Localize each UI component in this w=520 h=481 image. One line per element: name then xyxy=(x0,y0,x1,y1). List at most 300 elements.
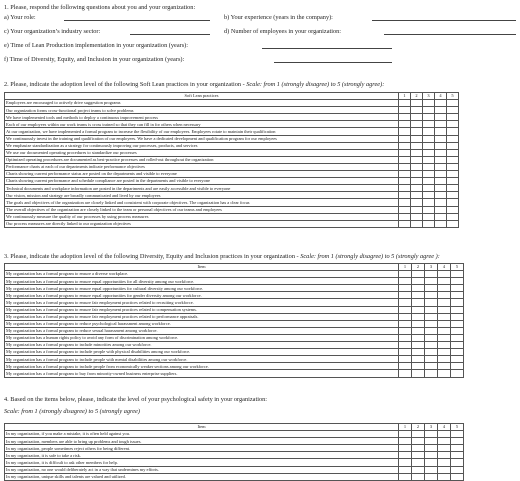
rating-cell[interactable] xyxy=(423,199,435,206)
table-row xyxy=(5,349,464,356)
rating-cell[interactable] xyxy=(423,142,435,149)
rating-cell[interactable] xyxy=(447,128,459,135)
table-row-label: My organization has a formal program to ensure fair employment practices related to recruiting workforce. xyxy=(5,299,399,306)
rating-cell[interactable] xyxy=(425,334,438,341)
rating-cell[interactable] xyxy=(399,121,411,128)
table-row xyxy=(5,192,459,199)
table-row-label: We continuously measure the quality of our processes by using process measures xyxy=(5,213,399,220)
experience-label: b) Your experience (years in the company): xyxy=(224,14,333,21)
rating-cell[interactable] xyxy=(423,213,435,220)
sector-field[interactable] xyxy=(130,34,210,35)
rating-cell[interactable] xyxy=(438,306,451,313)
rating-cell[interactable] xyxy=(399,431,412,438)
rating-cell[interactable] xyxy=(399,142,411,149)
section4-scale-text: Scale: from 1 (strongly disagree) to 5 (strongly agree) xyxy=(4,408,140,415)
rating-cell[interactable] xyxy=(435,171,447,178)
table-row-label: My organization has a formal program to include minorities among our workforce. xyxy=(5,342,399,349)
rating-cell[interactable] xyxy=(412,370,425,377)
rating-cell[interactable] xyxy=(412,313,425,320)
table-row-label: Our vision, mission and strategy are broadly communicated and lived by our employees xyxy=(5,192,399,199)
table-row-label: Our organization forms cross-functional project teams to solve problems xyxy=(5,107,399,114)
rating-cell[interactable] xyxy=(399,171,411,178)
table-row xyxy=(5,121,459,128)
table-row xyxy=(5,452,464,459)
table-row-label: The overall objectives of the organization are closely linked to the team or personal objectives of our teams and employees xyxy=(5,206,399,213)
rating-cell[interactable] xyxy=(425,342,438,349)
rating-cell[interactable] xyxy=(438,313,451,320)
rating-cell[interactable] xyxy=(399,349,412,356)
rating-cell[interactable] xyxy=(425,363,438,370)
rating-cell[interactable] xyxy=(411,114,423,121)
rating-cell[interactable] xyxy=(399,466,412,473)
rating-cell[interactable] xyxy=(412,438,425,445)
rating-cell[interactable] xyxy=(412,466,425,473)
rating-cell[interactable] xyxy=(438,363,451,370)
table-row-label: Performance charts at each of our departments indicate performance objectives xyxy=(5,163,399,170)
rating-cell[interactable] xyxy=(451,306,464,313)
rating-cell[interactable] xyxy=(399,320,412,327)
rating-cell[interactable] xyxy=(451,438,464,445)
rating-cell[interactable] xyxy=(435,163,447,170)
section1-title: 1. Please, respond the following questions about you and your organization: xyxy=(4,4,196,11)
section2-scale: Scale: from 1 (strongly disagree) to 5 (strongly agree): xyxy=(246,81,385,88)
rating-cell[interactable] xyxy=(451,313,464,320)
rating-cell[interactable] xyxy=(399,128,411,135)
rating-cell[interactable] xyxy=(399,114,411,121)
rating-cell[interactable] xyxy=(447,149,459,156)
rating-cell[interactable] xyxy=(412,342,425,349)
rating-cell[interactable] xyxy=(399,313,412,320)
rating-cell[interactable] xyxy=(435,220,447,227)
rating-cell[interactable] xyxy=(412,431,425,438)
rating-cell[interactable] xyxy=(423,192,435,199)
rating-cell[interactable] xyxy=(425,431,438,438)
rating-cell[interactable] xyxy=(399,100,411,107)
rating-cell[interactable] xyxy=(399,452,412,459)
table-row-label: The goals and objectives of the organization are closely linked and consistent with corporate objectives. The organization has a clear focus xyxy=(5,199,399,206)
table-row-label: My organization has a formal program to include people from economically weaker sections among our workforce. xyxy=(5,363,399,370)
table-row-label: Charts showing current performance status are posted on the departments and visible to everyone xyxy=(5,171,399,178)
table-row xyxy=(5,356,464,363)
rating-cell[interactable] xyxy=(451,431,464,438)
rating-cell[interactable] xyxy=(447,156,459,163)
rating-cell[interactable] xyxy=(447,213,459,220)
rating-cell[interactable] xyxy=(451,271,464,278)
table-row-label: Optimized operating procedures are documented as best-practice processes and rolled-out throughout the organization xyxy=(5,156,399,163)
table-row xyxy=(5,135,459,142)
rating-cell[interactable] xyxy=(438,299,451,306)
rating-cell[interactable] xyxy=(423,121,435,128)
section4-scale xyxy=(4,408,140,415)
rating-cell[interactable] xyxy=(438,452,451,459)
rating-cell[interactable] xyxy=(435,199,447,206)
table-header-scale: 1 xyxy=(399,424,412,431)
rating-cell[interactable] xyxy=(425,459,438,466)
rating-cell[interactable] xyxy=(435,185,447,192)
table-row xyxy=(5,171,459,178)
rating-cell[interactable] xyxy=(412,445,425,452)
rating-cell[interactable] xyxy=(412,299,425,306)
rating-cell[interactable] xyxy=(425,473,438,480)
rating-cell[interactable] xyxy=(435,107,447,114)
rating-cell[interactable] xyxy=(438,327,451,334)
table-row-label: We use our documented operating procedures to standardize our processes xyxy=(5,149,399,156)
rating-cell[interactable] xyxy=(435,206,447,213)
rating-cell[interactable] xyxy=(399,370,412,377)
table-row-label: In my organization, unique skills and talents are valued and utilized. xyxy=(5,473,399,480)
rating-cell[interactable] xyxy=(423,206,435,213)
table-header-scale: 2 xyxy=(412,264,425,271)
rating-cell[interactable] xyxy=(411,107,423,114)
rating-cell[interactable] xyxy=(451,327,464,334)
rating-cell[interactable] xyxy=(411,100,423,107)
table-row-label: My organization has a formal program to reduce sexual harassment among workforce. xyxy=(5,327,399,334)
table-row-label: My organization has a formal program to ensure equal opportunities for all diversity among our workforce. xyxy=(5,278,399,285)
role-label: a) Your role: xyxy=(4,14,36,21)
rating-cell[interactable] xyxy=(438,356,451,363)
rating-cell[interactable] xyxy=(411,178,423,185)
rating-cell[interactable] xyxy=(447,100,459,107)
rating-cell[interactable] xyxy=(411,135,423,142)
section2-title xyxy=(4,81,384,88)
rating-cell[interactable] xyxy=(423,185,435,192)
table-row xyxy=(5,156,459,163)
rating-cell[interactable] xyxy=(423,178,435,185)
rating-cell[interactable] xyxy=(447,192,459,199)
rating-cell[interactable] xyxy=(411,163,423,170)
rating-cell[interactable] xyxy=(438,445,451,452)
rating-cell[interactable] xyxy=(451,320,464,327)
table-row xyxy=(5,473,464,480)
rating-cell[interactable] xyxy=(425,356,438,363)
rating-cell[interactable] xyxy=(451,278,464,285)
table-row xyxy=(5,438,464,445)
rating-cell[interactable] xyxy=(423,114,435,121)
rating-cell[interactable] xyxy=(425,445,438,452)
rating-cell[interactable] xyxy=(435,149,447,156)
table-row xyxy=(5,459,464,466)
rating-cell[interactable] xyxy=(412,473,425,480)
rating-cell[interactable] xyxy=(423,128,435,135)
rating-cell[interactable] xyxy=(412,271,425,278)
rating-cell[interactable] xyxy=(411,206,423,213)
rating-cell[interactable] xyxy=(447,171,459,178)
table-row xyxy=(5,206,459,213)
rating-cell[interactable] xyxy=(447,135,459,142)
table-row xyxy=(5,149,459,156)
rating-cell[interactable] xyxy=(411,213,423,220)
rating-cell[interactable] xyxy=(399,185,411,192)
rating-cell[interactable] xyxy=(412,292,425,299)
rating-cell[interactable] xyxy=(435,100,447,107)
rating-cell[interactable] xyxy=(425,466,438,473)
rating-cell[interactable] xyxy=(412,349,425,356)
rating-cell[interactable] xyxy=(438,431,451,438)
rating-cell[interactable] xyxy=(425,292,438,299)
rating-cell[interactable] xyxy=(399,438,412,445)
rating-cell[interactable] xyxy=(399,271,412,278)
rating-cell[interactable] xyxy=(438,342,451,349)
table-header-scale: 5 xyxy=(447,93,459,100)
rating-cell[interactable] xyxy=(399,163,411,170)
employees-label: d) Number of employees in your organization: xyxy=(224,28,342,35)
table-row xyxy=(5,100,459,107)
table-header-scale: 1 xyxy=(399,264,412,271)
psych-safety-table xyxy=(4,423,464,481)
rating-cell[interactable] xyxy=(412,278,425,285)
rating-cell[interactable] xyxy=(435,121,447,128)
table-row xyxy=(5,370,464,377)
rating-cell[interactable] xyxy=(425,349,438,356)
rating-cell[interactable] xyxy=(451,459,464,466)
rating-cell[interactable] xyxy=(399,278,412,285)
rating-cell[interactable] xyxy=(438,473,451,480)
table-row xyxy=(5,466,464,473)
table-row-label: In my organization, it is safe to take a risk. xyxy=(5,452,399,459)
rating-cell[interactable] xyxy=(399,292,412,299)
rating-cell[interactable] xyxy=(399,299,412,306)
rating-cell[interactable] xyxy=(447,142,459,149)
section3-scale: Scale: from 1 (strongly disagree) to 5 (strongly agree ): xyxy=(300,253,440,260)
rating-cell[interactable] xyxy=(451,299,464,306)
rating-cell[interactable] xyxy=(425,313,438,320)
rating-cell[interactable] xyxy=(438,271,451,278)
rating-cell[interactable] xyxy=(425,438,438,445)
table-row-label: In my organization, members are able to bring up problems and tough issues. xyxy=(5,438,399,445)
rating-cell[interactable] xyxy=(411,128,423,135)
rating-cell[interactable] xyxy=(399,156,411,163)
rating-cell[interactable] xyxy=(423,220,435,227)
rating-cell[interactable] xyxy=(451,334,464,341)
rating-cell[interactable] xyxy=(438,334,451,341)
table-row xyxy=(5,285,464,292)
rating-cell[interactable] xyxy=(435,178,447,185)
table-row xyxy=(5,306,464,313)
table-row xyxy=(5,363,464,370)
table-row xyxy=(5,128,459,135)
rating-cell[interactable] xyxy=(451,466,464,473)
rating-cell[interactable] xyxy=(451,452,464,459)
table-header-item: Item xyxy=(5,264,399,271)
rating-cell[interactable] xyxy=(435,128,447,135)
rating-cell[interactable] xyxy=(399,363,412,370)
table-row xyxy=(5,327,464,334)
rating-cell[interactable] xyxy=(451,349,464,356)
role-field[interactable] xyxy=(64,20,210,21)
table-header-scale: 2 xyxy=(412,424,425,431)
table-header-scale: 4 xyxy=(438,264,451,271)
rating-cell[interactable] xyxy=(399,135,411,142)
table-row-label: My organization has a formal program to buy from minority-owned business enterprise suppliers. xyxy=(5,370,399,377)
rating-cell[interactable] xyxy=(399,206,411,213)
rating-cell[interactable] xyxy=(412,363,425,370)
table-row-label: We emphasize standardization as a strategy for continuously improving our processes, products, and services xyxy=(5,142,399,149)
rating-cell[interactable] xyxy=(451,292,464,299)
table-row xyxy=(5,178,459,185)
rating-cell[interactable] xyxy=(447,114,459,121)
rating-cell[interactable] xyxy=(438,278,451,285)
rating-cell[interactable] xyxy=(399,199,411,206)
table-header-scale: 3 xyxy=(423,93,435,100)
rating-cell[interactable] xyxy=(451,342,464,349)
table-row-label: In my organization, no one would deliberately act in a way that undermines my efforts. xyxy=(5,466,399,473)
table-header-scale: 2 xyxy=(411,93,423,100)
table-header-scale: 4 xyxy=(435,93,447,100)
table-row xyxy=(5,292,464,299)
rating-cell[interactable] xyxy=(447,121,459,128)
rating-cell[interactable] xyxy=(412,334,425,341)
rating-cell[interactable] xyxy=(412,459,425,466)
rating-cell[interactable] xyxy=(399,285,412,292)
section3-title xyxy=(4,253,440,260)
section4-title: 4. Based on the items below, please, indicate the level of your psychological safety in your organization: xyxy=(4,396,267,403)
rating-cell[interactable] xyxy=(411,220,423,227)
section3-title-text: 3. Please, indicate the adoption level of the following Diversity, Equity and Inclusion practices in your organization - xyxy=(4,253,301,260)
rating-cell[interactable] xyxy=(399,213,411,220)
rating-cell[interactable] xyxy=(399,459,412,466)
rating-cell[interactable] xyxy=(451,445,464,452)
soft-lean-table xyxy=(4,92,459,228)
rating-cell[interactable] xyxy=(411,149,423,156)
rating-cell[interactable] xyxy=(399,192,411,199)
rating-cell[interactable] xyxy=(411,185,423,192)
rating-cell[interactable] xyxy=(423,156,435,163)
table-header-scale: 5 xyxy=(451,264,464,271)
rating-cell[interactable] xyxy=(447,163,459,170)
rating-cell[interactable] xyxy=(412,320,425,327)
rating-cell[interactable] xyxy=(425,285,438,292)
rating-cell[interactable] xyxy=(412,327,425,334)
rating-cell[interactable] xyxy=(411,171,423,178)
table-row-label: In my organization, it is difficult to ask other members for help. xyxy=(5,459,399,466)
table-row xyxy=(5,313,464,320)
rating-cell[interactable] xyxy=(438,459,451,466)
rating-cell[interactable] xyxy=(438,285,451,292)
table-row xyxy=(5,320,464,327)
rating-cell[interactable] xyxy=(435,135,447,142)
table-row xyxy=(5,342,464,349)
rating-cell[interactable] xyxy=(447,107,459,114)
rating-cell[interactable] xyxy=(399,356,412,363)
experience-field[interactable] xyxy=(372,20,516,21)
table-row xyxy=(5,334,464,341)
rating-cell[interactable] xyxy=(435,156,447,163)
rating-cell[interactable] xyxy=(423,149,435,156)
table-header-scale: 3 xyxy=(425,264,438,271)
table-header-scale: 4 xyxy=(438,424,451,431)
rating-cell[interactable] xyxy=(438,370,451,377)
table-row-label: We have implemented tools and methods to deploy a continuous improvement process xyxy=(5,114,399,121)
rating-cell[interactable] xyxy=(438,292,451,299)
table-header-scale: 5 xyxy=(451,424,464,431)
rating-cell[interactable] xyxy=(438,438,451,445)
rating-cell[interactable] xyxy=(399,334,412,341)
rating-cell[interactable] xyxy=(435,213,447,220)
rating-cell[interactable] xyxy=(447,206,459,213)
table-row-label: My organization has a formal program to ensure a diverse workplace. xyxy=(5,271,399,278)
rating-cell[interactable] xyxy=(451,285,464,292)
dei-time-field[interactable] xyxy=(274,62,392,63)
table-row-label: Employees are encouraged to actively drive suggestion programs xyxy=(5,100,399,107)
rating-cell[interactable] xyxy=(425,320,438,327)
table-row-label: My organization has a formal program to ensure equal opportunities for cultural diversity among our workforce. xyxy=(5,285,399,292)
rating-cell[interactable] xyxy=(438,349,451,356)
rating-cell[interactable] xyxy=(423,163,435,170)
rating-cell[interactable] xyxy=(425,299,438,306)
rating-cell[interactable] xyxy=(399,220,411,227)
table-row-label: We continuously invest in the training and qualification of our employees. We have a dedicated development and qualification program for our employees xyxy=(5,135,399,142)
rating-cell[interactable] xyxy=(425,370,438,377)
rating-cell[interactable] xyxy=(438,466,451,473)
rating-cell[interactable] xyxy=(423,107,435,114)
table-row xyxy=(5,142,459,149)
rating-cell[interactable] xyxy=(399,327,412,334)
rating-cell[interactable] xyxy=(399,473,412,480)
rating-cell[interactable] xyxy=(399,342,412,349)
dei-table xyxy=(4,263,464,378)
rating-cell[interactable] xyxy=(411,121,423,128)
rating-cell[interactable] xyxy=(425,306,438,313)
rating-cell[interactable] xyxy=(451,473,464,480)
rating-cell[interactable] xyxy=(425,271,438,278)
employees-field[interactable] xyxy=(384,34,516,35)
rating-cell[interactable] xyxy=(423,135,435,142)
table-row-label: My organization has a formal program to ensure fair employment practices related to compensation systems. xyxy=(5,306,399,313)
rating-cell[interactable] xyxy=(399,306,412,313)
rating-cell[interactable] xyxy=(399,445,412,452)
rating-cell[interactable] xyxy=(411,156,423,163)
rating-cell[interactable] xyxy=(451,370,464,377)
rating-cell[interactable] xyxy=(451,356,464,363)
rating-cell[interactable] xyxy=(435,192,447,199)
rating-cell[interactable] xyxy=(451,363,464,370)
rating-cell[interactable] xyxy=(425,327,438,334)
rating-cell[interactable] xyxy=(399,149,411,156)
section2-title-text: 2. Please, indicate the adoption level of the following Soft Lean practices in your organization - xyxy=(4,81,247,88)
table-row-label: Our process measures are directly linked to our organization objectives xyxy=(5,220,399,227)
table-header-scale: 1 xyxy=(399,93,411,100)
rating-cell[interactable] xyxy=(425,452,438,459)
rating-cell[interactable] xyxy=(412,452,425,459)
rating-cell[interactable] xyxy=(412,356,425,363)
table-row xyxy=(5,220,459,227)
rating-cell[interactable] xyxy=(411,142,423,149)
table-row-label: At our organization, we have implemented a formal program to increase the flexibility of our employees. Employees rotate to maintain their qualification xyxy=(5,128,399,135)
lean-time-label: e) Time of Lean Production implementation in your organization (years): xyxy=(4,42,189,49)
rating-cell[interactable] xyxy=(435,114,447,121)
table-row-label: Charts showing current performance and schedule compliance are posted in the departments and visible to everyone xyxy=(5,178,399,185)
rating-cell[interactable] xyxy=(399,178,411,185)
sector-label: c) Your organization’s industry sector: xyxy=(4,28,101,35)
table-row xyxy=(5,431,464,438)
rating-cell[interactable] xyxy=(412,306,425,313)
rating-cell[interactable] xyxy=(412,285,425,292)
rating-cell[interactable] xyxy=(411,192,423,199)
rating-cell[interactable] xyxy=(399,107,411,114)
rating-cell[interactable] xyxy=(425,278,438,285)
rating-cell[interactable] xyxy=(423,171,435,178)
table-row-label: In my organization, people sometimes reject others for being different. xyxy=(5,445,399,452)
rating-cell[interactable] xyxy=(423,100,435,107)
rating-cell[interactable] xyxy=(447,178,459,185)
rating-cell[interactable] xyxy=(447,220,459,227)
rating-cell[interactable] xyxy=(447,185,459,192)
rating-cell[interactable] xyxy=(447,199,459,206)
rating-cell[interactable] xyxy=(435,142,447,149)
lean-time-field[interactable] xyxy=(262,48,392,49)
rating-cell[interactable] xyxy=(438,320,451,327)
rating-cell[interactable] xyxy=(411,199,423,206)
